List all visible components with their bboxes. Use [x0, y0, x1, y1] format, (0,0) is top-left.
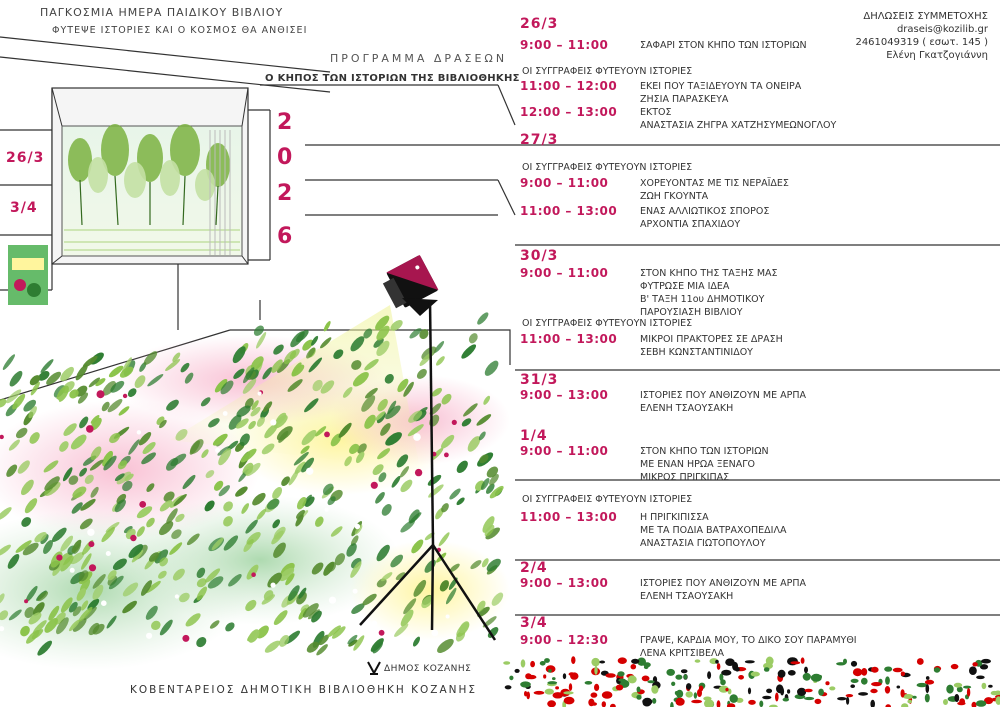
event-time: 12:00 – 13:00	[520, 105, 618, 119]
event-line: ΖΩΗ ΓΚΟΥΝΤΑ	[640, 191, 709, 202]
writers-subheading: ΟΙ ΣΥΓΓΡΑΦΕΙΣ ΦΥΤΕΥΟΥΝ ΙΣΤΟΡΙΕΣ	[522, 66, 693, 77]
event-line: ΛΕΝΑ ΚΡΙΤΣΙΒΕΛΑ	[640, 648, 725, 659]
period-start: 26/3	[6, 150, 45, 166]
event-line: ΧΟΡΕΥΟΝΤΑΣ ΜΕ ΤΙΣ ΝΕΡΑΪΔΕΣ	[640, 178, 789, 189]
event-description	[640, 445, 769, 484]
contact-block	[855, 10, 988, 62]
event-time: 11:00 – 13:00	[520, 332, 618, 346]
period-end: 3/4	[10, 200, 38, 216]
year-digit-3: 2	[277, 181, 293, 206]
event-line: ΠΑΡΟΥΣΙΑΣΗ ΒΙΒΛΙΟΥ	[640, 307, 743, 318]
schedule-date: 31/3	[520, 372, 559, 388]
garden-heading: Ο ΚΗΠΟΣ ΤΩΝ ΙΣΤΟΡΙΩΝ ΤΗΣ ΒΙΒΛΙΟΘΗΚΗΣ	[265, 73, 520, 84]
schedule-date: 27/3	[520, 132, 559, 148]
poster-title: ΠΑΓΚΟΣΜΙΑ ΗΜΕΡΑ ΠΑΙΔΙΚΟΥ ΒΙΒΛΙΟΥ	[40, 6, 284, 19]
poster-subtitle: ΦΥΤΕΨΕ ΙΣΤΟΡΙΕΣ ΚΑΙ Ο ΚΟΣΜΟΣ ΘΑ ΑΝΘΙΣΕΙ	[52, 25, 308, 36]
year-digit-1: 2	[277, 110, 293, 135]
event-line: Η ΠΡΙΓΚΙΠΙΣΣΑ	[640, 512, 709, 523]
contact-phone: 2461049319 ( εσωτ. 145 )	[855, 37, 988, 48]
event-description	[640, 267, 778, 319]
year-digit-2: 0	[277, 145, 293, 170]
event-line: ΦΥΤΡΩΣΕ ΜΙΑ ΙΔΕΑ	[640, 281, 730, 292]
event-line: ΙΣΤΟΡΙΕΣ ΠΟΥ ΑΝΘΙΖΟΥΝ ΜΕ ΑΡΠΑ	[640, 578, 806, 589]
event-time: 9:00 – 13:00	[520, 576, 609, 590]
event-line: ΑΡΧΟΝΤΙΑ ΣΠΑΧΙΔΟΥ	[640, 219, 741, 230]
writers-subheading: ΟΙ ΣΥΓΓΡΑΦΕΙΣ ΦΥΤΕΥΟΥΝ ΙΣΤΟΡΙΕΣ	[522, 318, 693, 329]
library-name: ΚΟΒΕΝΤΑΡΕΙΟΣ ΔΗΜΟΤΙΚΗ ΒΙΒΛΙΟΘΗΚΗ ΚΟΖΑΝΗΣ	[130, 684, 478, 696]
event-line: ΜΕ ΤΑ ΠΟΔΙΑ ΒΑΤΡΑΧΟΠΕΔΙΛΑ	[640, 525, 787, 536]
event-description	[640, 80, 801, 106]
contact-title: ΔΗΛΩΣΕΙΣ ΣΥΜΜΕΤΟΧΗΣ	[863, 11, 988, 22]
event-line: ΓΡΑΨΕ, ΚΑΡΔΙΑ ΜΟΥ, ΤΟ ΔΙΚΟ ΣΟΥ ΠΑΡΑΜΥΘΙ	[640, 635, 857, 646]
event-description	[640, 389, 806, 415]
event-line: ΣΤΟΝ ΚΗΠΟ ΤΩΝ ΙΣΤΟΡΙΩΝ	[640, 446, 769, 457]
event-line: ΙΣΤΟΡΙΕΣ ΠΟΥ ΑΝΘΙΖΟΥΝ ΜΕ ΑΡΠΑ	[640, 390, 806, 401]
event-time: 9:00 – 11:00	[520, 176, 609, 190]
event-line: ΕΚΕΙ ΠΟΥ ΤΑΞΙΔΕΥΟΥΝ ΤΑ ΟΝΕΙΡΑ	[640, 81, 802, 92]
event-line: ΑΝΑΣΤΑΣΙΑ ΓΙΩΤΟΠΟΥΛΟΥ	[640, 538, 766, 549]
event-line: ΜΙΚΡΟΣ ΠΡΙΓΚΙΠΑΣ	[640, 472, 730, 483]
schedule-date: 3/4	[520, 615, 548, 631]
event-time: 9:00 – 12:30	[520, 633, 609, 647]
contact-email[interactable]: draseis@kozilib.gr	[896, 24, 988, 35]
schedule-date: 26/3	[520, 16, 559, 32]
year-digit-4: 6	[277, 224, 293, 249]
program-heading: ΠΡΟΓΡΑΜΜΑ ΔΡΑΣΕΩΝ	[330, 52, 508, 65]
event-description	[640, 39, 807, 52]
event-line: ΑΝΑΣΤΑΣΙΑ ΖΗΓΡΑ ΧΑΤΖΗΣΥΜΕΩΝΟΓΛΟΥ	[640, 120, 837, 131]
schedule-date: 2/4	[520, 560, 548, 576]
event-description	[640, 106, 836, 132]
event-time: 11:00 – 13:00	[520, 204, 618, 218]
event-line: ΜΕ ΕΝΑΝ ΗΡΩΑ ΞΕΝΑΓΟ	[640, 459, 755, 470]
schedule-date: 1/4	[520, 428, 548, 444]
event-time: 9:00 – 11:00	[520, 444, 609, 458]
event-line: ΕΛΕΝΗ ΤΣΑΟΥΣΑΚΗ	[640, 591, 734, 602]
event-time: 9:00 – 11:00	[520, 38, 609, 52]
event-line: Β' ΤΑΞΗ 11ου ΔΗΜΟΤΙΚΟΥ	[640, 294, 765, 305]
event-description	[640, 511, 786, 550]
event-description	[640, 205, 769, 231]
event-line: ΣΑΦΑΡΙ ΣΤΟΝ ΚΗΠΟ ΤΩΝ ΙΣΤΟΡΙΩΝ	[640, 40, 807, 51]
writers-subheading: ΟΙ ΣΥΓΓΡΑΦΕΙΣ ΦΥΤΕΥΟΥΝ ΙΣΤΟΡΙΕΣ	[522, 494, 693, 505]
event-line: ΖΗΣΙΑ ΠΑΡΑΣΚΕΥΑ	[640, 94, 729, 105]
event-time: 11:00 – 13:00	[520, 510, 618, 524]
event-description	[640, 177, 789, 203]
event-time: 9:00 – 13:00	[520, 388, 609, 402]
event-line: ΜΙΚΡΟΙ ΠΡΑΚΤΟΡΕΣ ΣΕ ΔΡΑΣΗ	[640, 334, 783, 345]
event-line: ΣΕΒΗ ΚΩΝΣΤΑΝΤΙΝΙΔΟΥ	[640, 347, 753, 358]
contact-person: Ελένη Γκατζογιάννη	[886, 50, 988, 61]
event-line: ΕΛΕΝΗ ΤΣΑΟΥΣΑΚΗ	[640, 403, 734, 414]
writers-subheading: ΟΙ ΣΥΓΓΡΑΦΕΙΣ ΦΥΤΕΥΟΥΝ ΙΣΤΟΡΙΕΣ	[522, 162, 693, 173]
event-line: ΕΝΑΣ ΑΛΛΙΩΤΙΚΟΣ ΣΠΟΡΟΣ	[640, 206, 770, 217]
municipality-name: ΔΗΜΟΣ ΚΟΖΑΝΗΣ	[384, 664, 472, 674]
event-time: 9:00 – 11:00	[520, 266, 609, 280]
event-description	[640, 577, 806, 603]
schedule-date: 30/3	[520, 248, 559, 264]
event-line: ΕΚΤΟΣ	[640, 107, 672, 118]
event-description	[640, 333, 783, 359]
event-time: 11:00 – 12:00	[520, 79, 618, 93]
event-description	[640, 634, 857, 660]
event-line: ΣΤΟΝ ΚΗΠΟ ΤΗΣ ΤΑΞΗΣ ΜΑΣ	[640, 268, 778, 279]
